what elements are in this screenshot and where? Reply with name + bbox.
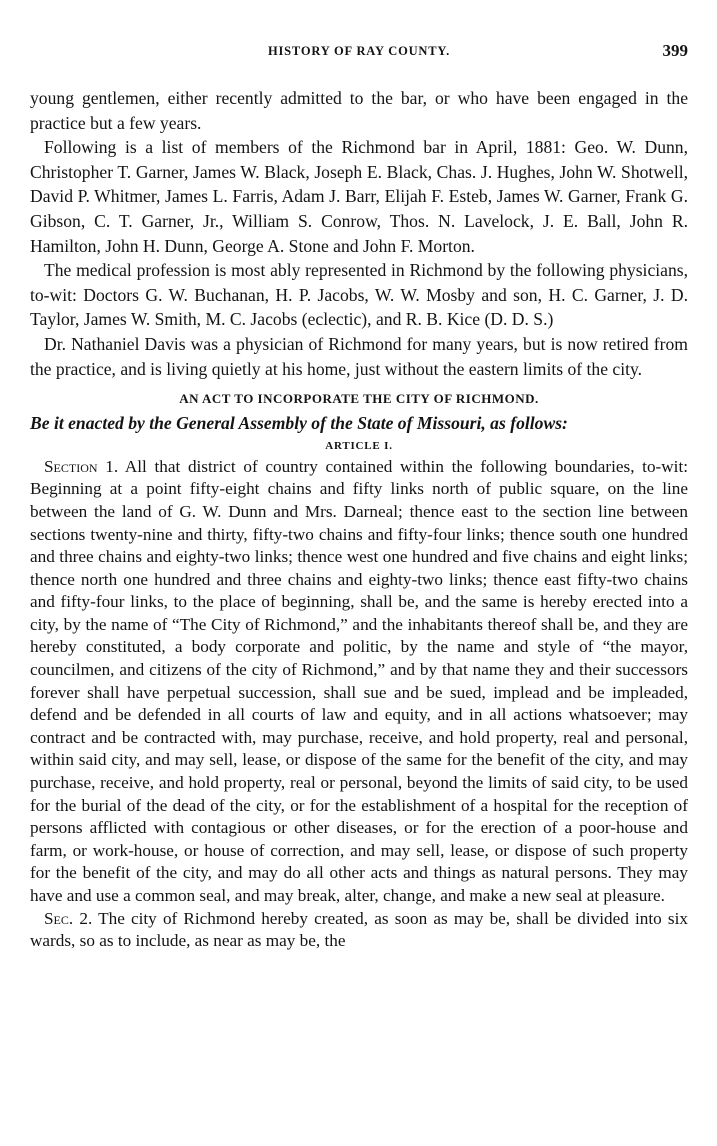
section-2 <box>30 908 688 953</box>
section-1-text: All that district of country contained within the following boundaries, to-wit: Beginning at a point fifty-eight chains and fifty links north of public square, on the line between the land of G. W. Dunn and Mrs. Darneal; thence east to the section line between sections twenty-nine and thirty, fifty-two chains and fifty-four links; thence south one hundred and three chains and eighty-two links; thence west one hundred and five chains and eight links; thence north one hundred and three chains and eighty-two links; thence east fifty-two chains and fifty-four links, to the place of beginning, shall be, and the same is hereby erected into a city, by the name of “The City of Richmond,” and the inhabitants thereof shall be, and they are hereby constituted, a body corporate and politic, by the name and style of “the mayor, councilmen, and citizens of the city of Richmond,” and by that name they and their successors forever shall have perpetual succession, shall sue and be sued, implead and be impleaded, defend and be defended in all courts of law and equity, and in all actions whatsoever; may contract and be contracted with, may purchase, receive, and hold property, real and personal, within said city, and may sell, lease, or dispose of the same for the benefit of the city, and may purchase, receive, and hold property, real or personal, beyond the limits of said city, to be used for the burial of the dead of the city, or for the establishment of a hospital for the reception of persons afflicted with contagious or other diseases, or for the erection of a poor-house and farm, or work-house, or house of correction, and may sell, lease, or dispose of such property for the benefit of the city, and may do all other acts and things as natural persons. They may have and use a common seal, and may break, alter, change, and make a new seal at pleasure. <box>30 456 688 905</box>
section-1-label: Section 1. <box>44 456 119 476</box>
section-1 <box>30 456 688 908</box>
act-heading: AN ACT TO INCORPORATE THE CITY OF RICHMOND. <box>179 391 539 407</box>
section-2-text: The city of Richmond hereby created, as soon as may be, shall be divided into six wards, so as to include, as near as may be, the <box>30 908 688 951</box>
article-text <box>30 456 688 953</box>
paragraph-bar-intro: young gentlemen, either recently admitted to the bar, or who have been engaged in the practice but a few years. <box>30 88 688 133</box>
body-text <box>30 86 688 953</box>
page-number: 399 <box>662 41 688 60</box>
paragraph-physicians: The medical profession is most ably represented in Richmond by the following physicians, to-wit: Doctors G. W. Buchanan, H. P. Jacobs, W. W. Mosby and son, H. C. Garner, J. D. Taylor, James W. Smith, M. C. Jacobs (eclectic), and R. B. Kice (D. D. S.) <box>30 260 688 330</box>
paragraph-bar-members: Following is a list of members of the Richmond bar in April, 1881: Geo. W. Dunn, Christopher T. Garner, James W. Black, Joseph E. Black, Chas. J. Hughes, John W. Shotwell, David P. Whitmer, James L. Farris, Adam J. Barr, Elijah F. Esteb, James W. Garner, Frank G. Gibson, C. T. Garner, Jr., William S. Conrow, Thos. N. Lavelock, J. E. Ball, John R. Hamilton, John H. Dunn, George A. Stone and John F. Morton. <box>30 137 688 256</box>
paragraph-nathaniel-davis: Dr. Nathaniel Davis was a physician of Richmond for many years, but is now retired from the practice, and is living quietly at his home, just without the eastern limits of the city. <box>30 333 688 379</box>
section-2-label: Sec. 2. <box>44 908 93 928</box>
article-heading: ARTICLE I. <box>325 439 393 452</box>
enacting-clause: Be it enacted by the General Assembly of the State of Missouri, as follows: <box>30 413 568 434</box>
running-head <box>30 41 688 66</box>
running-title: HISTORY OF RAY COUNTY. <box>267 44 450 58</box>
